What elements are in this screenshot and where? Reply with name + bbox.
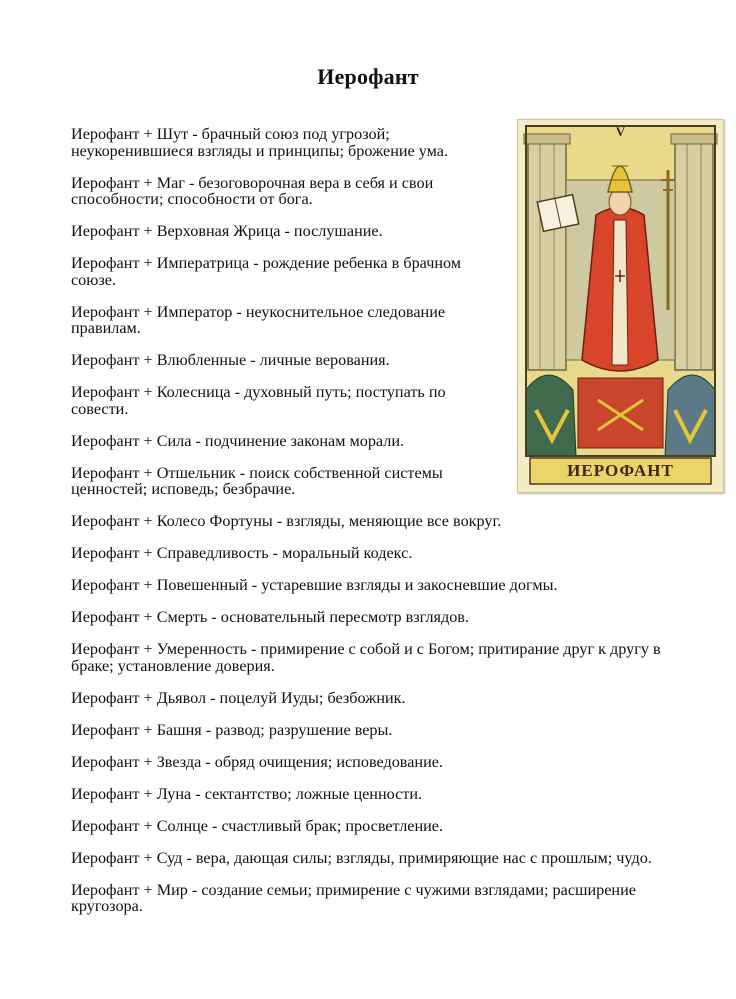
list-item: Иерофант + Колесница - духовный путь; поступать по совести.	[71, 383, 446, 418]
list-item: Иерофант + Сила - подчинение законам морали.	[71, 431, 405, 450]
list-item: Иерофант + Звезда - обряд очищения; исповедование.	[71, 752, 443, 771]
page-title: Иерофант	[317, 64, 419, 89]
list-item: Иерофант + Отшельник - поиск собственной системы ценностей; исповедь; безбрачие.	[71, 463, 443, 498]
list-item: Иерофант + Верховная Жрица - послушание.	[71, 222, 383, 240]
list-item: Иерофант + Император - неукоснительное следование правилам.	[71, 302, 446, 337]
card-numeral: V	[615, 124, 626, 139]
list-item: Иерофант + Мир - создание семьи; примирение с чужими взглядами; расширение кругозора.	[71, 880, 636, 915]
list-item: Иерофант + Солнце - счастливый брак; просветление.	[71, 816, 444, 835]
list-item: Иерофант + Дьявол - поцелуй Иуды; безбожник.	[71, 688, 406, 707]
list-item: Иерофант + Колесо Фортуны - взгляды, меняющие все вокруг.	[71, 512, 502, 530]
list-item: Иерофант + Смерть - основательный пересмотр взглядов.	[71, 608, 469, 626]
list-item: Иерофант + Луна - сектантство; ложные ценности.	[71, 784, 423, 803]
list-item: Иерофант + Суд - вера, дающая силы; взгляды, примиряющие нас с прошлым; чудо.	[71, 848, 652, 867]
list-item: Иерофант + Справедливость - моральный кодекс.	[71, 544, 413, 562]
list-item: Иерофант + Повешенный - устаревшие взгляды и закосневшие догмы.	[71, 576, 558, 594]
list-item: Иерофант + Влюбленные - личные верования.	[71, 351, 390, 369]
list-item: Иерофант + Императрица - рождение ребенка в брачном союзе.	[71, 254, 462, 289]
combinations-list	[71, 126, 661, 930]
card-label: ИЕРОФАНТ	[567, 461, 674, 480]
list-item: Иерофант + Маг - безоговорочная вера в себя и свои способности; способности от бога.	[71, 173, 434, 208]
list-item: Иерофант + Шут - брачный союз под угрозой; неукоренившиеся взгляды и принципы; брожение ума.	[71, 125, 449, 160]
list-item: Иерофант + Башня - развод; разрушение веры.	[71, 720, 393, 739]
list-item: Иерофант + Умеренность - примирение с собой и с Богом; притирание друг к другу в браке; установление доверия.	[71, 640, 661, 675]
